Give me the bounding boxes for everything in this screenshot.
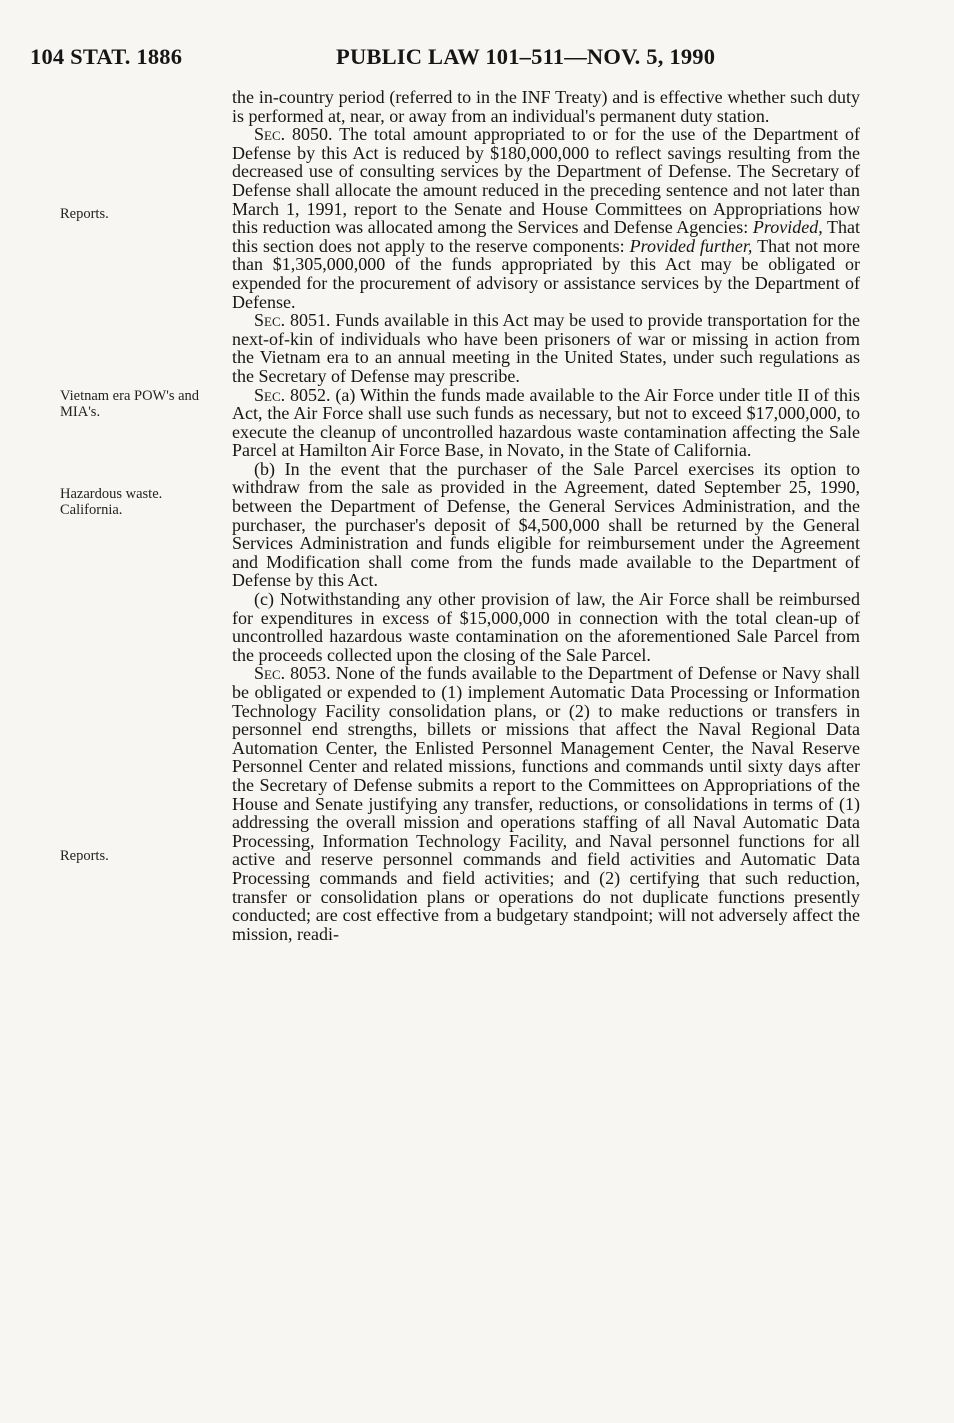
proviso: Provided,	[752, 217, 823, 238]
section-text: (a) Within the funds made available to the Air Force under title II of this Act, the Air Force shall use such funds as necessary, but not to exceed $17,000,000, to execute the cleanup of uncontrolled hazardous waste contamination affecting the Sale Parcel at Hamilton Air Force Base, in Novato, in the State of California.	[232, 384, 861, 461]
section-text: That this section does not apply to the reserve components:	[232, 217, 860, 256]
section-text: Funds available in this Act may be used to provide transportation for the next-of-kin of individuals who have been prisoners of war or missing in action from the Vietnam era to an annual meeting in the United States, under such regulations as the Secretary of Defense may prescribe.	[232, 310, 861, 386]
section-label: Sec.	[254, 124, 286, 145]
section-number: 8051.	[289, 310, 331, 331]
section-number: 8052.	[289, 384, 331, 405]
subsection-c: (c) Notwithstanding any other provision of law, the Air Force shall be reimbursed for expenditures in excess of $15,000,000 in connection with the total clean-up of uncontrolled hazardous waste contamination on the aforementioned Sale Parcel from the proceeds collected upon the closing of the Sale Parcel.	[232, 589, 860, 665]
body-text	[232, 88, 860, 943]
subsection-b: (b) In the event that the purchaser of the Sale Parcel exercises its option to withdraw from the sale as provided in the Agreement, dated September 25, 1990, between the Department of Defense, the General Services Administration, and the purchaser, the purchaser's deposit of $4,500,000 shall be returned by the General Services Administration and funds eligible for reimbursement under the Agreement and Modification shall come from the funds made available to the Department of Defense by this Act.	[232, 458, 860, 591]
section-label: Sec.	[254, 310, 286, 331]
page-header	[30, 44, 914, 74]
section-8052	[232, 386, 860, 460]
section-text: The total amount appropriated to or for the use of the Department of Defense by this Act is reduced by $180,000,000 to reflect savings resulting from the decreased use of consulting services by the Department of Defense. The Secretary of Defense shall allocate the amount reduced in the preceding sentence and not later than March 1, 1991, report to the Senate and House Committees on Appropriations how this reduction was allocated among the Services and Defense Agencies:	[232, 124, 860, 238]
paragraph-continued: the in-country period (referred to in the INF Treaty) and is effective whether such duty is performed at, near, or away from an individual's permanent duty station.	[232, 87, 860, 126]
proviso: Provided further,	[629, 235, 753, 256]
section-8053	[232, 664, 860, 943]
stat-reference: 104 STAT. 1886	[30, 44, 183, 69]
margin-note-hazardous-waste: Hazardous waste. California.	[60, 486, 163, 518]
section-label: Sec.	[254, 384, 286, 405]
section-text: None of the funds available to the Department of Defense or Navy shall be obligated or expended to (1) implement Automatic Data Processing or Information Technology Facility consolidation plans, or (2) to make reductions or transfers in personnel end strengths, billets or missions that affect the Naval Regional Data Automation Center, the Enlisted Personnel Management Center, the Naval Reserve Personnel Center and related missions, functions and commands until sixty days after the Secretary of Defense submits a report to the Committees on Appropriations of the House and Senate justifying any transfer, reductions, or consolidations in terms of (1) addressing the overall mission and operations staffing of all Naval Automatic Data Processing, Information Technology Facility, and Naval personnel functions for all active and reserve personnel commands and field activities and Automatic Data Processing commands and field activities; and (2) certifying that such reduction, transfer or consolidation plans or operations do not duplicate functions presently conducted; are cost effective from a budgetary standpoint; will not adversely affect the mission, readi-	[232, 663, 861, 944]
section-number: 8050.	[292, 124, 333, 145]
public-law-reference: PUBLIC LAW 101–511—NOV. 5, 1990	[336, 44, 716, 69]
margin-note-reports: Reports.	[60, 206, 109, 222]
margin-note-vietnam-pows: Vietnam era POW's and MIA's.	[60, 388, 200, 420]
section-text: That not more than $1,305,000,000 of the funds appropriated by this Act may be obligated or expended for the procurement of advisory or assistance services by the Department of Defense.	[232, 235, 860, 312]
section-8050	[232, 125, 860, 311]
section-number: 8053.	[290, 663, 331, 684]
margin-note-reports-2: Reports.	[60, 848, 109, 864]
section-label: Sec.	[254, 663, 286, 684]
section-8051	[232, 311, 860, 385]
